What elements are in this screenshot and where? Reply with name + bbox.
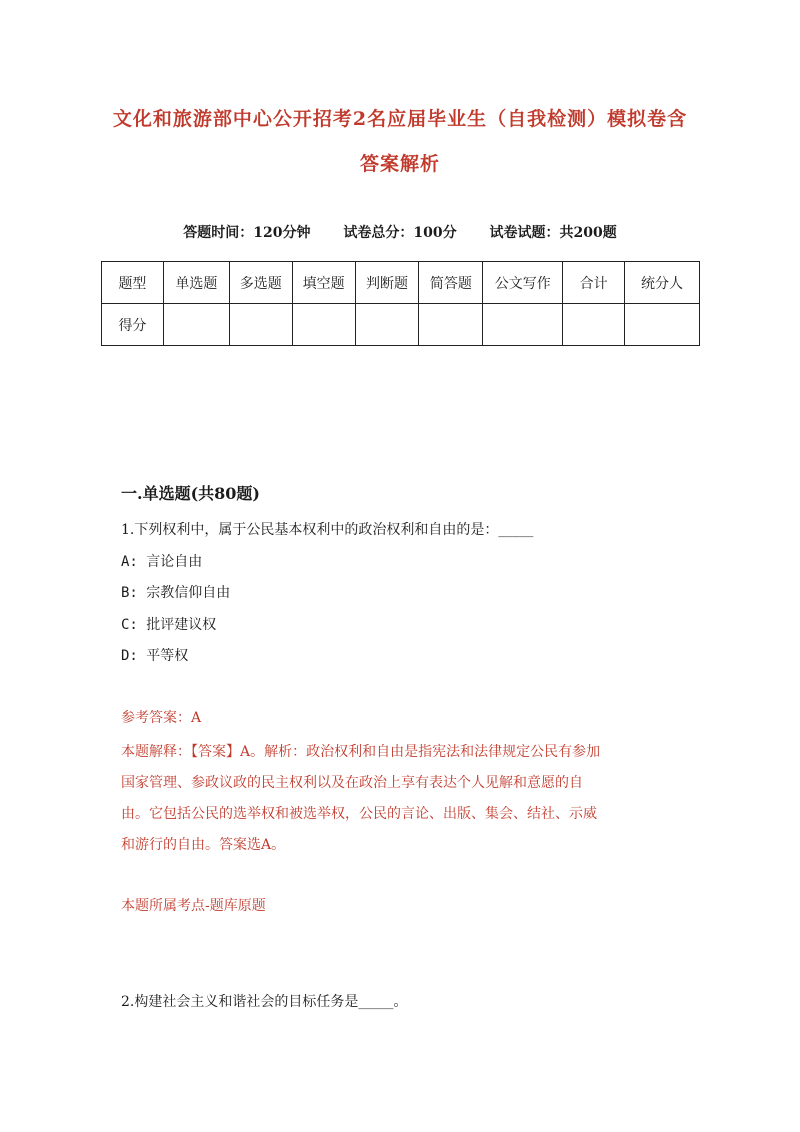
document-title-line2: 答案解析 <box>359 153 440 175</box>
score-cell <box>292 304 355 346</box>
score-cell <box>483 304 563 346</box>
header-cell-short-answer: 简答题 <box>419 262 483 304</box>
question-1-option-a: A: 言论自由 <box>121 554 203 570</box>
header-cell-judge: 判断题 <box>355 262 419 304</box>
score-cell <box>355 304 419 346</box>
exam-question-count: 试卷试题：共200题 <box>489 225 617 241</box>
header-cell-multiple: 多选题 <box>229 262 292 304</box>
score-cell <box>563 304 625 346</box>
question-1-knowledge-point: 本题所属考点-题库原题 <box>121 898 266 914</box>
question-1-answer: 参考答案：A <box>121 710 202 726</box>
question-1-option-b: B: 宗教信仰自由 <box>121 585 231 601</box>
score-cell <box>229 304 292 346</box>
header-cell-single: 单选题 <box>163 262 229 304</box>
score-cell <box>163 304 229 346</box>
question-2-stem: 2.构建社会主义和谐社会的目标任务是_____。 <box>121 994 408 1010</box>
score-table <box>101 261 700 346</box>
header-cell-type: 题型 <box>102 262 164 304</box>
exam-meta <box>0 222 800 242</box>
explanation-line: 本题解释：【答案】A。解析：政治权利和自由是指宪法和法律规定公民有参加 <box>121 744 601 760</box>
header-cell-writing: 公文写作 <box>483 262 563 304</box>
explanation-line: 国家管理、参政议政的民主权利以及在政治上享有表达个人见解和意愿的自 <box>121 775 583 791</box>
header-cell-grader: 统分人 <box>625 262 700 304</box>
exam-total-score: 试卷总分：100分 <box>343 225 457 241</box>
explanation-line: 由。它包括公民的选举权和被选举权，公民的言论、出版、集会、结社、示威 <box>121 806 597 822</box>
question-1-option-c: C: 批评建议权 <box>121 617 217 633</box>
header-cell-total: 合计 <box>563 262 625 304</box>
score-table-score-row <box>102 304 700 346</box>
explanation-line: 和游行的自由。答案选A。 <box>121 837 286 853</box>
score-cell <box>419 304 483 346</box>
header-cell-fill: 填空题 <box>292 262 355 304</box>
exam-time: 答题时间：120分钟 <box>183 225 311 241</box>
question-1-option-d: D: 平等权 <box>121 648 189 664</box>
score-cell <box>625 304 700 346</box>
question-1-stem: 1.下列权利中，属于公民基本权利中的政治权利和自由的是：_____ <box>121 522 534 538</box>
section-heading: 一.单选题(共80题) <box>121 484 260 503</box>
score-table-header-row <box>102 262 700 304</box>
score-row-label: 得分 <box>102 304 164 346</box>
question-1-explanation <box>121 737 681 861</box>
document-title-line1: 文化和旅游部中心公开招考2名应届毕业生（自我检测）模拟卷含 <box>112 108 688 130</box>
